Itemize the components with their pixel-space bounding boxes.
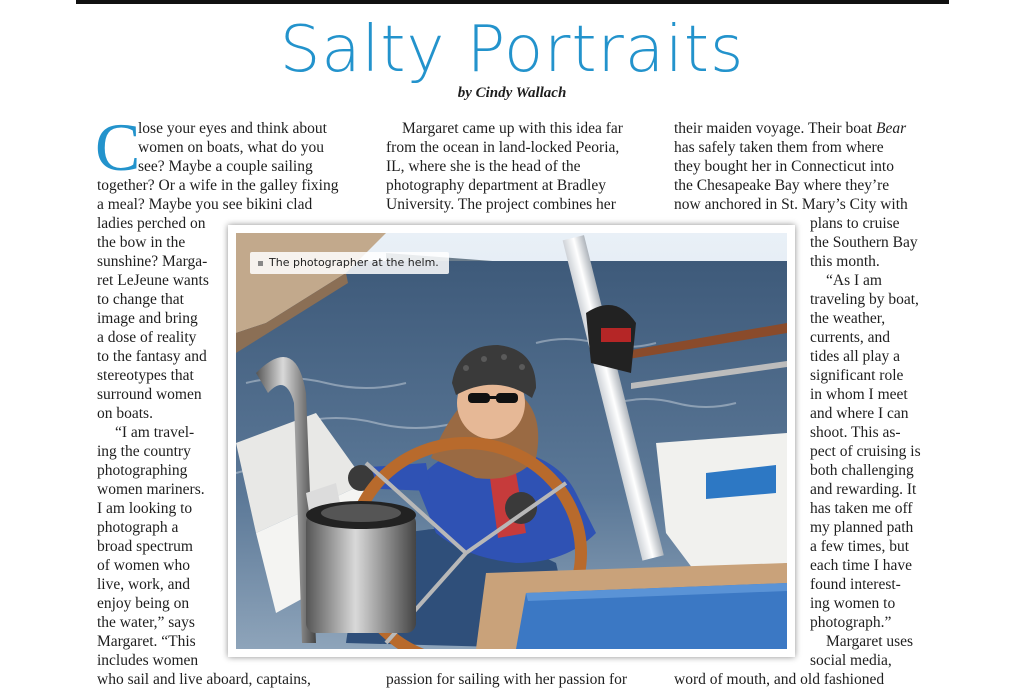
text-line: sunshine? Marga- [97,253,208,270]
text-line: ladies perched on [97,215,206,232]
text-line: broad spectrum [97,538,193,555]
text-line: a dose of reality [97,329,197,346]
text-line: word of mouth, and old fashioned [674,671,885,688]
text-line: in whom I meet [810,386,908,403]
text-line: significant role [810,367,904,384]
photo-caption [250,252,449,274]
text-line: Margaret came up with this idea far [402,120,623,137]
text-line: includes women [97,652,199,669]
text-line [674,176,889,195]
text-line [674,138,884,157]
text-line: social media, [810,652,892,669]
text-segment: they bought her in Connecticut into [674,158,894,175]
text-line: together? Or a wife in the galley fixing [97,177,339,194]
text-line: ing women to [810,595,896,612]
boat-name: Bear [876,120,907,137]
text-line: a meal? Maybe you see bikini clad [97,196,313,213]
photo-woman-at-helm [236,233,787,649]
text-line: I am looking to [97,500,193,517]
text-line: the weather, [810,310,886,327]
text-segment: now anchored in St. Mary’s City with [674,196,908,213]
text-line: from the ocean in land-locked Peoria, [386,139,620,156]
text-line: see? Maybe a couple sailing [138,158,313,175]
text-segment: has safely taken them from where [674,139,884,156]
text-line: surround women [97,386,202,403]
text-segment: their maiden voyage. Their boat [674,120,877,137]
photo-frame [228,225,795,657]
photo-caption-text: The photographer at the helm. [269,256,439,269]
text-line: IL, where she is the head of the [386,158,581,175]
text-line: who sail and live aboard, captains, [97,671,311,688]
text-line: each time I have [810,557,912,574]
article-byline: by Cindy Wallach [457,85,567,101]
text-line: has taken me off [810,500,913,517]
text-line: enjoy being on [97,595,190,612]
text-line: my planned path [810,519,914,536]
text-line: pect of cruising is [810,443,921,460]
text-line [674,119,906,138]
text-line: both challenging [810,462,914,479]
text-line: passion for sailing with her passion for [386,671,628,688]
text-line: the water,” says [97,614,195,631]
text-line: women mariners. [97,481,205,498]
text-line: of women who [97,557,190,574]
text-line: “As I am [826,272,882,289]
text-line: University. The project combines her [386,196,616,213]
text-line: and rewarding. It [810,481,917,498]
text-line: found interest- [810,576,901,593]
text-line: ing the country [97,443,191,460]
text-line: plans to cruise [810,215,900,232]
article-title: Salty Portraits [279,13,745,87]
text-line: ret LeJeune wants [97,272,209,289]
text-line [674,195,908,214]
text-line: photography department at Bradley [386,177,606,194]
text-line: to the fantasy and [97,348,207,365]
text-line: live, work, and [97,576,190,593]
text-line: image and bring [97,310,198,327]
text-line: stereotypes that [97,367,194,384]
drop-cap: C [95,109,141,185]
top-rule [76,0,949,4]
text-line: photograph a [97,519,179,536]
text-line: currents, and [810,329,891,346]
text-line: a few times, but [810,538,910,555]
text-line: to change that [97,291,184,308]
text-line: “I am travel- [115,424,195,441]
text-line: on boats. [97,405,153,422]
text-line: photograph.” [810,614,892,631]
text-line [674,157,894,176]
text-line: lose your eyes and think about [138,120,327,137]
text-line: Margaret. “This [97,633,196,650]
text-line: photographing [97,462,188,479]
text-line: and where I can [810,405,909,422]
caption-marker-icon [258,261,263,266]
text-line: the Southern Bay [810,234,918,251]
text-line: tides all play a [810,348,900,365]
text-line: shoot. This as- [810,424,901,441]
text-segment: the Chesapeake Bay where they’re [674,177,890,194]
text-line: this month. [810,253,880,270]
text-line: the bow in the [97,234,186,251]
text-line: Margaret uses [826,633,914,650]
text-line: women on boats, what do you [138,139,324,156]
text-line: traveling by boat, [810,291,919,308]
